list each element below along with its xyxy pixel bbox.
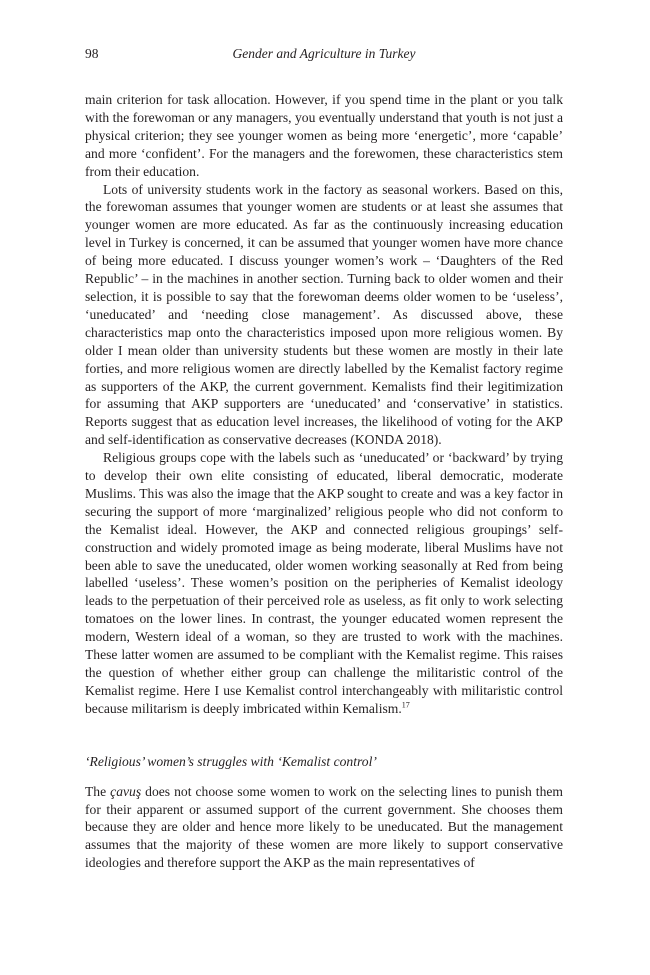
paragraph-4 bbox=[85, 783, 563, 873]
footnote-marker: 17 bbox=[401, 700, 410, 710]
running-head bbox=[85, 44, 563, 64]
paragraph-4-rest: does not choose some women to work on the selecting lines to punish them for their apparent or assumed support of the current government. She chooses them because they are older and hence more likely to be uneducated. But the management assumes that the majority of these women are more likely to support conservative ideologies and therefore support the AKP as the main representatives of bbox=[85, 783, 563, 871]
paragraph-4-lead: The bbox=[85, 783, 111, 799]
page-number: 98 bbox=[85, 46, 99, 61]
paragraph-1: main criterion for task allocation. However, if you spend time in the plant or you talk with the forewoman or any managers, you eventually understand that youth is not just a physical criterion; they see younger women as being more ‘energetic’, more ‘capable’ and more ‘confident’. For the managers and the forewomen, these characteristics stem from their education. bbox=[85, 92, 563, 179]
paragraph-3-text: Religious groups cope with the labels such as ‘uneducated’ or ‘backward’ by trying to develop their own elite consisting of educated, liberal democratic, moderate Muslims. This was also the image that the AKP sought to create and was a key factor in securing the support of more ‘marginalized’ religious people who did not conform to the Kemalist ideal. However, the AKP and connected religious groupings’ self-construction and widely promoted image as being moderate, liberal Muslims have not been able to save the uneducated, older women working seasonally at Red from being labelled ‘useless’. These women’s position on the peripheries of Kemalist ideology leads to the perpetuation of their perceived role as useless, as fit only to work selecting tomatoes on the lower lines. In contrast, the younger educated women represent the modern, Western ideal of a woman, so they are trusted to work with the machines. These latter women are assumed to be compliant with the Kemalist regime. This raises the question of whether either group can challenge the militaristic control of the Kemalist regime. Here I use Kemalist control interchangeably with militaristic control because militarism is deeply imbricated within Kemalism. bbox=[85, 450, 563, 716]
paragraph-3 bbox=[85, 449, 563, 718]
section-heading: ‘Religious’ women’s struggles with ‘Kemalist control’ bbox=[85, 753, 377, 769]
paragraph-2: Lots of university students work in the factory as seasonal workers. Based on this, the forewoman assumes that younger women are students or at least she assumes that younger women are more educated. As far as the continuously increasing education level in Turkey is concerned, it can be assumed that younger women have more chance of being more educated. I discuss younger women’s work – ‘Daughters of the Red Republic’ – in the machines in another section. Turning back to older women and their selection, it is possible to say that the forewoman deems older women to be ‘useless’, ‘uneducated’ and ‘needing close management’. As discussed above, these characteristics map onto the characteristics imposed upon more religious women. By older I mean older than university students but these women are mostly in their late forties, and more religious women are directly labelled by the Kemalist factory regime as supporters of the AKP, the current government. Kemalists find their legitimization for assuming that AKP supporters are ‘uneducated’ and ‘conservative’ in statistics. Reports suggest that as education level increases, the likelihood of voting for the AKP and self-identification as conservative decreases (KONDA 2018). bbox=[85, 181, 563, 448]
running-title: Gender and Agriculture in Turkey bbox=[232, 46, 416, 61]
paragraph-4-term: çavuş bbox=[110, 783, 142, 799]
body-text bbox=[85, 91, 563, 872]
